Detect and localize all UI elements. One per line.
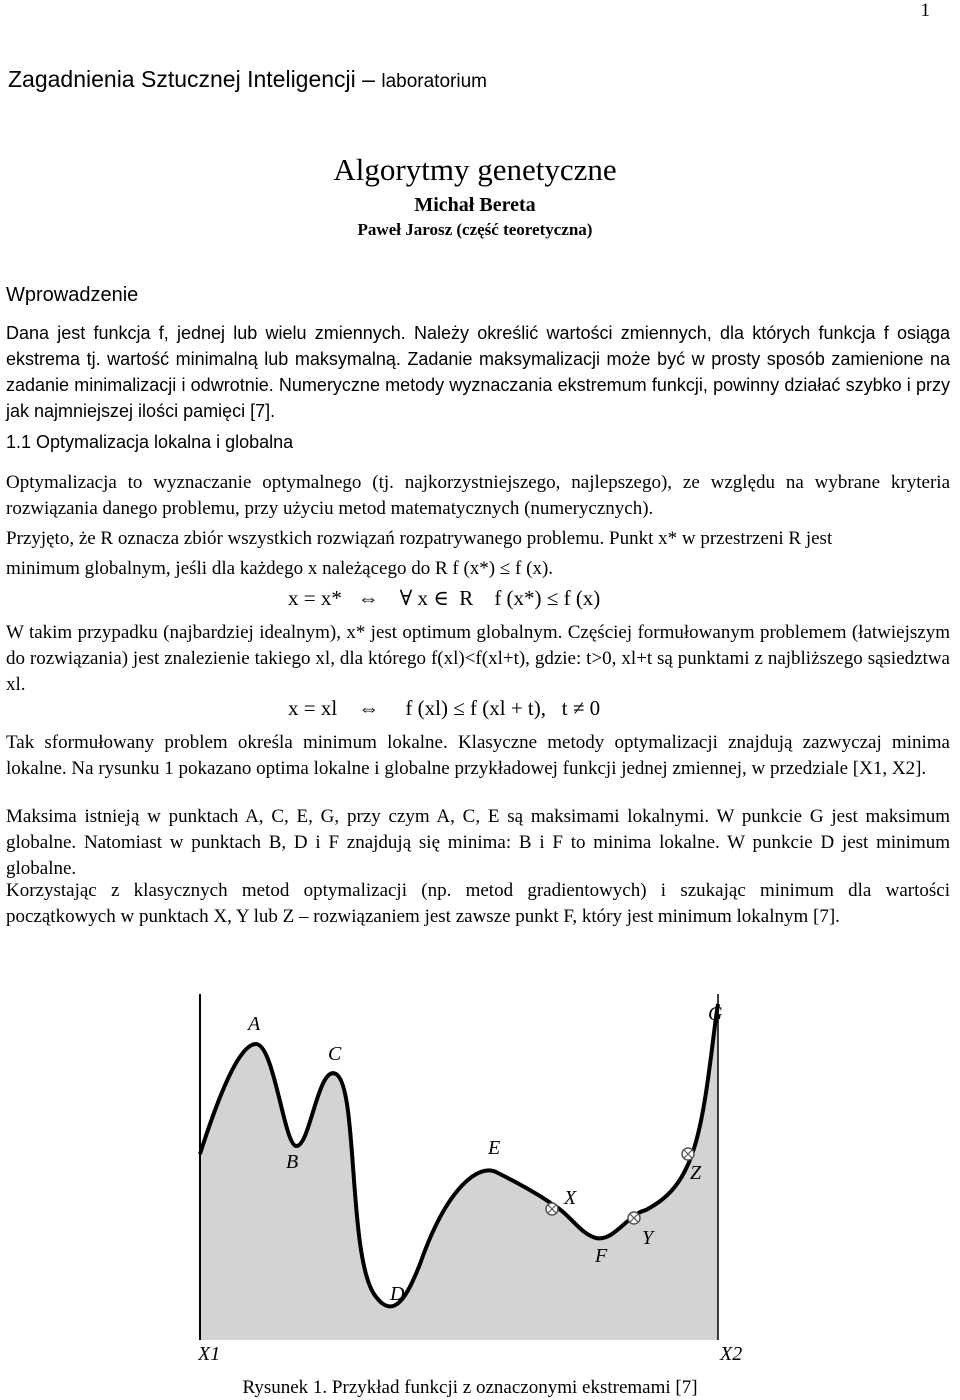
- marker-X: [546, 1203, 558, 1215]
- author-secondary: Paweł Jarosz (część teoretyczna): [357, 220, 593, 239]
- point-label-Z: Z: [690, 1162, 702, 1184]
- global-min-formula: x = x* ⇔ ∀ x ∈ R f (x*) ≤ f (x): [288, 586, 601, 610]
- section-heading: 1.1 Optymalizacja lokalna i globalna: [6, 432, 294, 452]
- figure-caption: Rysunek 1. Przykład funkcji z oznaczonymi ekstremami [7]: [242, 1377, 698, 1398]
- axis-label-x1: X1: [198, 1343, 221, 1365]
- point-label-E: E: [488, 1137, 501, 1159]
- function-area: [200, 1004, 718, 1340]
- course-name: Zagadnienia Sztucznej Inteligencji: [8, 66, 356, 92]
- course-header: [8, 66, 487, 93]
- point-label-C: C: [328, 1043, 342, 1065]
- point-label-G: G: [708, 1003, 723, 1025]
- point-label-B: B: [286, 1151, 299, 1173]
- local-min-description: Tak sformułowany problem określa minimum lokalne. Klasyczne metody optymalizacji znajdują zazwyczaj minima lokalne. Na rysunku 1 pokazano optima lokalne i globalne przykładowej funkcji jednej zmiennej, w przedziale [X1, X2].: [6, 732, 950, 779]
- author-primary: Michał Bereta: [414, 194, 536, 216]
- global-min-line2: minimum globalnym, jeśli dla każdego x należącego do R f (x*) ≤ f (x).: [6, 558, 554, 579]
- point-label-F: F: [595, 1245, 608, 1267]
- marker-Y: [628, 1212, 640, 1224]
- intro-paragraph: Dana jest funkcja f, jednej lub wielu zmiennych. Należy określić wartości zmiennych, dla których funkcja f osiąga ekstrema tj. wartość minimalną lub maksymalną. Zadanie maksymalizacji może być w prosty sposób zamienione na zadanie minimalizacji i odwrotnie. Numeryczne metody wyznaczania ekstremum funkcji, powinny działać szybko i przy jak najmniejszej ilości pamięci [7].: [6, 323, 950, 421]
- global-min-line1: Przyjęto, że R oznacza zbiór wszystkich rozwiązań rozpatrywanego problemu. Punkt x* w przestrzeni R jest: [6, 528, 833, 549]
- document-title: Algorytmy genetyczne: [333, 152, 617, 187]
- definition-paragraph: Optymalizacja to wyznaczanie optymalnego (tj. najkorzystniejszego, najlepszego), ze względu na wybrane kryteria rozwiązania danego problemu, przy użyciu metod matematycznych (numerycznych).: [6, 472, 950, 519]
- marker-Z: [682, 1148, 694, 1160]
- course-lab: laboratorium: [381, 71, 487, 92]
- point-label-A: A: [248, 1013, 261, 1035]
- page-number: 1: [920, 0, 930, 21]
- point-label-D: D: [390, 1283, 405, 1305]
- course-dash: –: [362, 66, 375, 92]
- point-label-X: X: [564, 1187, 577, 1209]
- extrema-paragraph: Maksima istnieją w punktach A, C, E, G, przy czym A, C, E są maksimami lokalnymi. W punkcie G jest maksimum globalne. Natomiast w punktach B, D i F znajdują się minima: B i F to minima lokalne. W punkcie D jest minimum globalne.: [6, 806, 950, 879]
- intro-heading: Wprowadzenie: [6, 284, 139, 306]
- local-min-paragraph: W takim przypadku (najbardziej idealnym), x* jest optimum globalnym. Częściej formułowanym problemem (łatwiejszym do rozwiązania) jest znalezienie takiego xl, dla którego f(xl)<f(xl+t), gdzie: t>0, xl+t są punktami z najbliższego sąsiedztwa xl.: [6, 622, 950, 695]
- gradient-paragraph: Korzystając z klasycznych metod optymalizacji (np. metod gradientowych) i szukając minimum dla wartości początkowych w punktach X, Y lub Z – rozwiązaniem jest zawsze punkt F, który jest minimum lokalnym [7].: [6, 880, 950, 927]
- axis-label-x2: X2: [720, 1343, 743, 1365]
- function-figure: [198, 994, 758, 1374]
- local-min-formula: x = xl ⇔ f (xl) ≤ f (xl + t), t ≠ 0: [288, 696, 601, 720]
- point-label-Y: Y: [642, 1227, 654, 1249]
